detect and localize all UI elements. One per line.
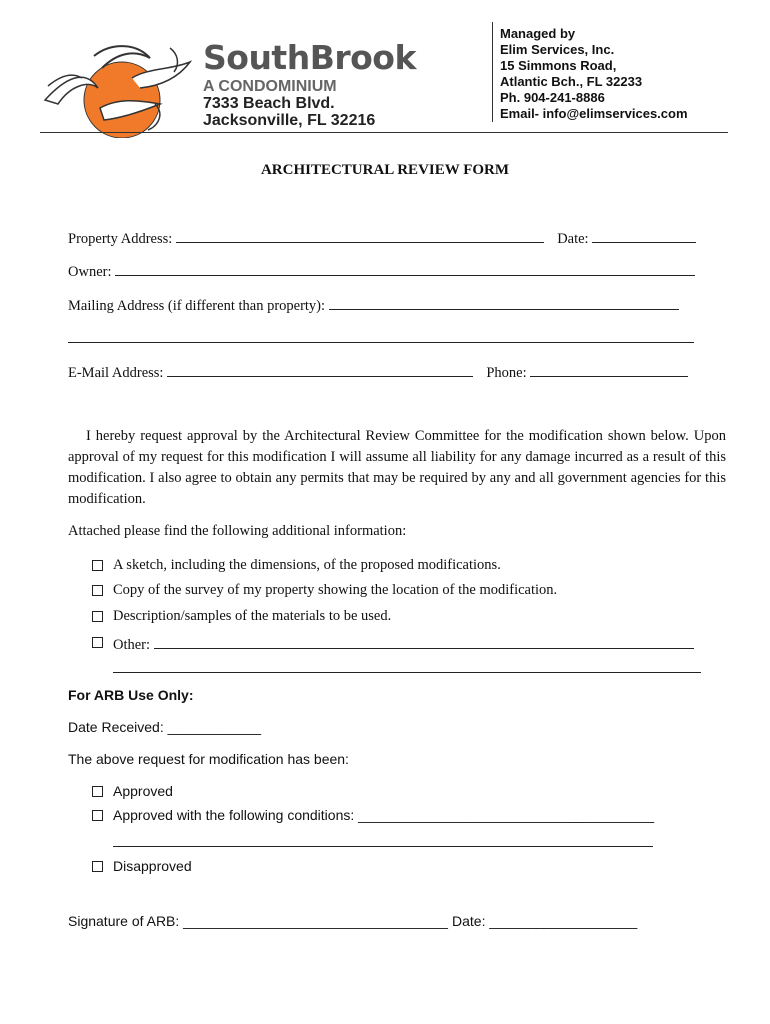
phone-label: Phone: bbox=[486, 365, 527, 381]
approved-label: Approved bbox=[113, 783, 173, 799]
approved-checkbox[interactable] bbox=[92, 786, 103, 797]
disapproved-checkbox[interactable] bbox=[92, 861, 103, 872]
attachment-other-field[interactable] bbox=[154, 634, 694, 649]
brand-subtitle: A CONDOMINIUM bbox=[203, 78, 337, 95]
disapproved-label: Disapproved bbox=[113, 858, 192, 874]
request-paragraph-text: I hereby request approval by the Architectural Review Committee for the modification shown below. Upon approval of my request for this modification I will assume all liability for any damage incurred as a result of this modification. I also agree to obtain any permits that may be required by any and all government agencies for this modification. bbox=[68, 428, 726, 507]
attachment-other-checkbox[interactable] bbox=[92, 637, 103, 648]
property-address-label: Property Address: bbox=[68, 231, 173, 247]
attached-label: Attached please find the following additional information: bbox=[68, 523, 407, 539]
phone-field[interactable] bbox=[530, 362, 688, 377]
company-email: Email- info@elimservices.com bbox=[500, 106, 688, 121]
management-divider bbox=[492, 22, 493, 122]
address-line-2: Jacksonville, FL 32216 bbox=[203, 112, 376, 129]
company-name: Elim Services, Inc. bbox=[500, 42, 615, 57]
conditions-field-line-2[interactable] bbox=[113, 846, 653, 847]
owner-label: Owner: bbox=[68, 264, 112, 280]
attachment-other-field-line-2[interactable] bbox=[113, 672, 701, 673]
date-received-field[interactable]: Date Received: ____________ bbox=[68, 719, 262, 735]
arb-signature-field[interactable]: Signature of ARB: __________________________________ bbox=[68, 913, 448, 929]
form-title: ARCHITECTURAL REVIEW FORM bbox=[260, 162, 510, 178]
attachment-other-label: Other: bbox=[113, 637, 151, 653]
brand-name: SouthBrook bbox=[203, 38, 416, 77]
approved-conditions-checkbox[interactable] bbox=[92, 810, 103, 821]
approved-conditions-field[interactable]: Approved with the following conditions: ______________________________________ bbox=[113, 807, 655, 823]
request-status-label: The above request for modification has been: bbox=[68, 751, 349, 767]
date-field[interactable] bbox=[592, 228, 696, 243]
mailing-address-label: Mailing Address (if different than property): bbox=[68, 298, 326, 314]
email-field[interactable] bbox=[167, 362, 473, 377]
attachment-materials-checkbox[interactable] bbox=[92, 611, 103, 622]
request-paragraph bbox=[68, 426, 726, 510]
mailing-address-row bbox=[68, 295, 679, 315]
owner-field[interactable] bbox=[115, 261, 695, 276]
attachment-sketch-checkbox[interactable] bbox=[92, 560, 103, 571]
mailing-address-field[interactable] bbox=[329, 295, 679, 310]
attachment-materials-label: Description/samples of the materials to be used. bbox=[113, 608, 392, 624]
attachment-survey-checkbox[interactable] bbox=[92, 585, 103, 596]
company-street: 15 Simmons Road, bbox=[500, 58, 617, 73]
attachment-sketch-label: A sketch, including the dimensions, of the proposed modifications. bbox=[113, 557, 501, 573]
property-address-row bbox=[68, 228, 696, 248]
property-address-field[interactable] bbox=[176, 228, 544, 243]
owner-row bbox=[68, 261, 695, 281]
southbrook-logo-icon bbox=[40, 38, 200, 138]
arb-heading: For ARB Use Only: bbox=[68, 687, 194, 703]
arb-signature-date-field[interactable]: Date: ___________________ bbox=[452, 913, 638, 929]
address-line-1: 7333 Beach Blvd. bbox=[203, 95, 335, 112]
email-label: E-Mail Address: bbox=[68, 365, 164, 381]
date-label: Date: bbox=[557, 231, 589, 247]
company-city: Atlantic Bch., FL 32233 bbox=[500, 74, 643, 89]
attachment-survey-label: Copy of the survey of my property showing the location of the modification. bbox=[113, 582, 558, 598]
mailing-address-field-line-2[interactable] bbox=[68, 342, 694, 343]
company-phone: Ph. 904-241-8886 bbox=[500, 90, 605, 105]
header-divider bbox=[40, 132, 728, 133]
attachment-other-row bbox=[113, 634, 694, 654]
email-phone-row bbox=[68, 362, 688, 382]
managed-by-label: Managed by bbox=[500, 26, 576, 41]
